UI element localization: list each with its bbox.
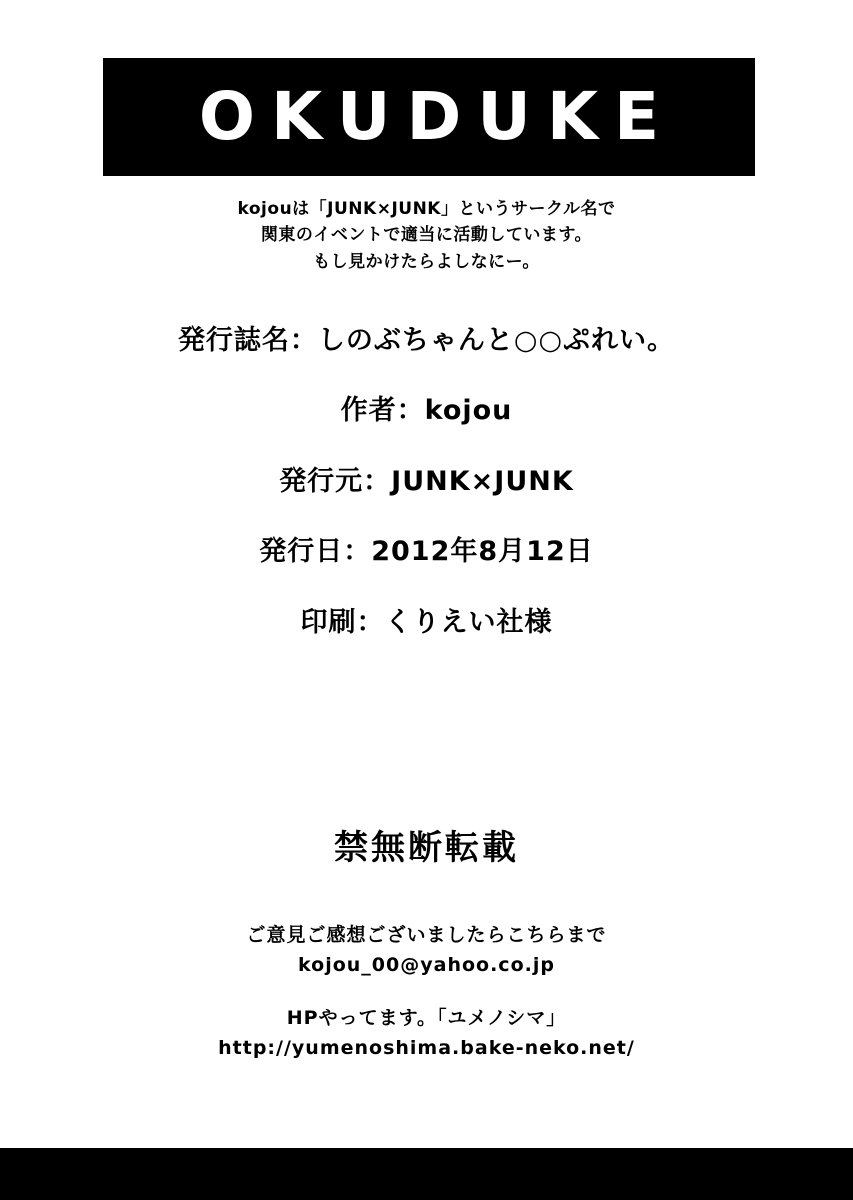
credit-publisher: 発行元：JUNK×JUNK: [279, 465, 574, 497]
mail-address: kojou_00@yahoo.co.jp: [298, 954, 555, 977]
bottom-banner: [0, 1148, 853, 1200]
credit-printer: 印刷：くりえい社様: [300, 606, 553, 638]
site-url: http://yumenoshima.bake-neko.net/: [218, 1037, 635, 1060]
title-banner: [103, 58, 755, 176]
mail-caption: ご意見ご感想ございましたらこちらまで: [246, 924, 607, 946]
intro-line-2: 関東のイベントで適当に活動しています。: [260, 225, 593, 246]
site-caption: HPやってます。「ユメノシマ」: [286, 1006, 567, 1029]
contact-spacer: [0, 981, 853, 1003]
page-title: OKUDUKE: [198, 78, 676, 155]
copyright-notice: 禁無断転載: [334, 828, 519, 868]
intro-line-3: もし見かけたらよしなにー。: [313, 251, 540, 272]
credit-date: 発行日：2012年8月12日: [259, 536, 594, 568]
credit-title: 発行誌名：しのぶちゃんと○○ぷれい。: [177, 325, 676, 356]
credit-author: 作者：kojou: [340, 395, 513, 427]
page-number: 30: [802, 1170, 827, 1192]
intro-line-1: kojouは「JUNK×JUNK」というサークル名で: [237, 199, 616, 219]
intro-block: [0, 196, 853, 275]
credits-list: [0, 325, 853, 677]
contact-block: [0, 920, 853, 1064]
